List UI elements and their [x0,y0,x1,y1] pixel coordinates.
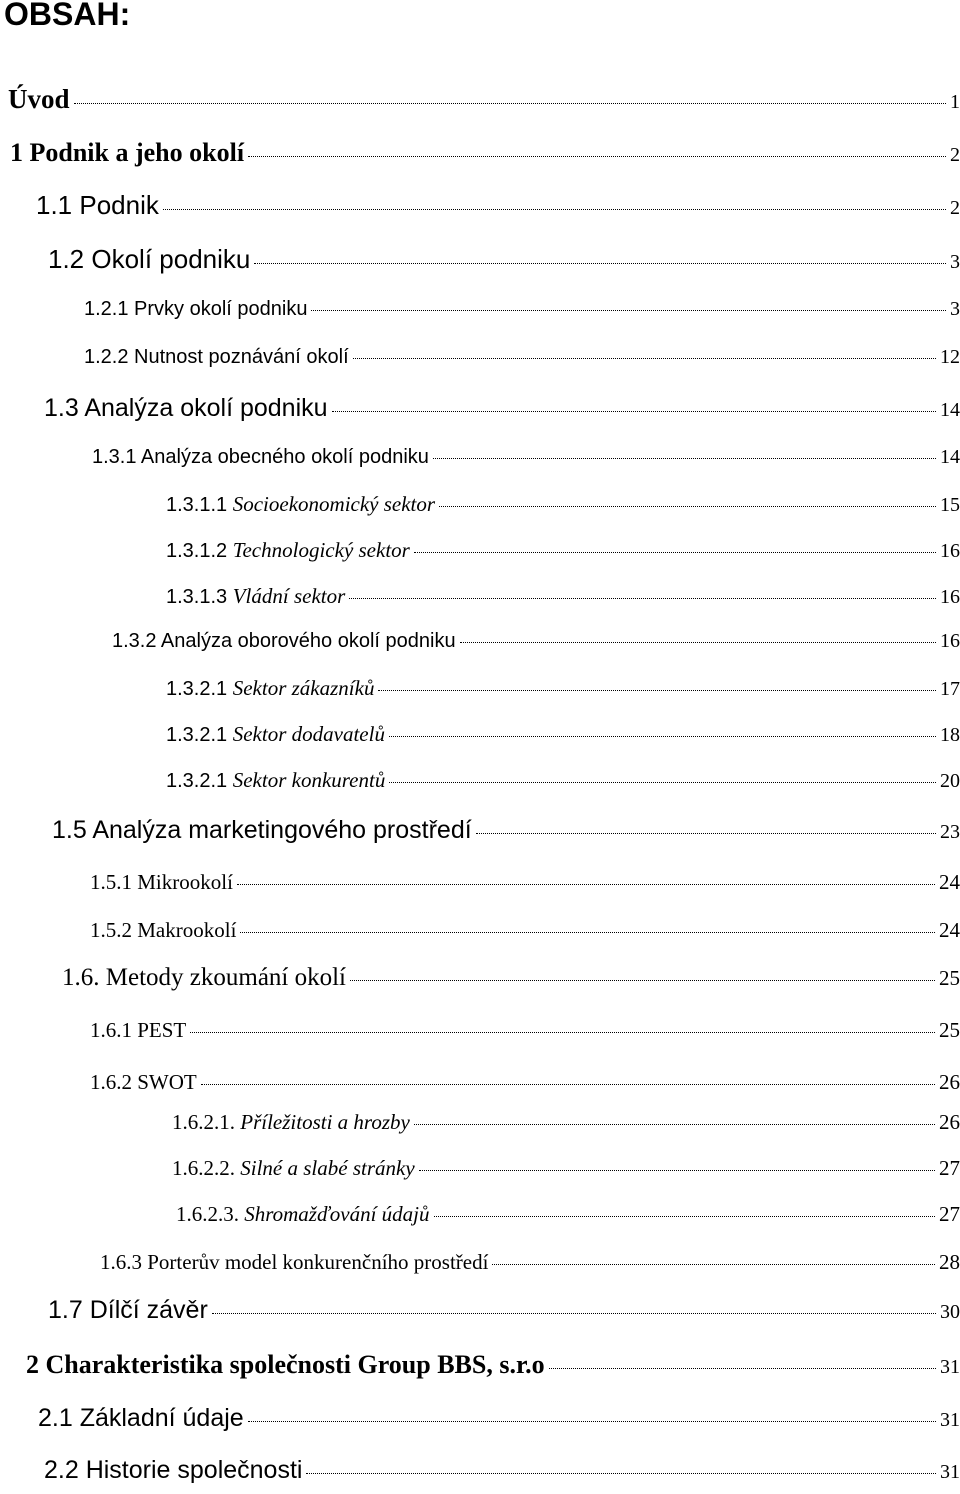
toc-leader [248,156,946,157]
toc-page-number: 27 [939,1202,960,1226]
toc-entry-1-3[interactable] [44,394,960,423]
toc-entry-number: 1.3.2.1 [166,678,228,700]
toc-entry-1-2[interactable] [48,244,960,275]
toc-leader [389,782,936,783]
toc-leader [306,1473,936,1474]
toc-entry-1-6-2-1[interactable] [172,1110,960,1135]
toc-page-number: 18 [940,724,960,746]
toc-leader [378,690,936,691]
toc-page-number: 16 [940,586,960,608]
toc-leader [349,598,936,599]
toc-entry-number: 1.6.2.2. [172,1156,235,1180]
toc-entry-1-3-1[interactable] [92,446,960,469]
toc-entry-title [176,1202,430,1227]
toc-entry-title: 2.1 Základní údaje [38,1404,244,1432]
toc-leader [419,1170,935,1171]
toc-entry-title: 1.3.2 Analýza oborového okolí podniku [112,630,456,652]
toc-entry-1-3-2-1-customers[interactable] [166,676,960,701]
toc-entry-1-3-1-2[interactable] [166,538,960,563]
toc-entry-1-3-2-1-suppliers[interactable] [166,722,960,747]
toc-leader [549,1368,936,1369]
toc-entry-2[interactable] [26,1350,960,1380]
toc-entry-number: 1.3.2.1 [166,724,228,746]
toc-page-number: 3 [950,251,960,273]
toc-leader [212,1313,936,1314]
toc-entry-1-6[interactable] [62,964,960,992]
toc-entry-1-2-1[interactable] [84,298,960,321]
toc-entry-1-6-1[interactable] [90,1018,960,1043]
toc-entry-title: 1.1 Podnik [36,190,159,220]
toc-entry-italic-title: Sektor zákazníků [232,676,375,700]
toc-page-number: 1 [950,91,960,113]
toc-leader [240,932,935,933]
toc-leader [389,736,936,737]
toc-entry-1-1[interactable] [36,190,960,221]
toc-leader [439,506,936,507]
toc-entry-2-2[interactable] [44,1456,960,1485]
toc-leader [237,884,935,885]
toc-page-number: 2 [950,197,960,219]
toc-leader [163,209,946,210]
toc-page-number: 20 [940,770,960,792]
toc-entry-1-3-2[interactable] [112,630,960,653]
toc-leader [353,358,936,359]
toc-leader [201,1084,935,1085]
toc-entry-title: 1.2 Okolí podniku [48,244,251,274]
toc-entry-1[interactable] [10,138,960,168]
toc-entry-italic-title: Silné a slabé stránky [240,1156,415,1180]
toc-page-number: 24 [939,870,960,894]
toc-entry-title [166,676,374,701]
toc-entry-2-1[interactable] [38,1404,960,1433]
toc-entry-1-3-1-3[interactable] [166,584,960,609]
toc-entry-title: 1.6.2 SWOT [90,1070,197,1094]
toc-entry-number: 1.6.2.1. [172,1110,235,1134]
toc-page-number: 16 [940,540,960,562]
toc-entry-1-3-1-1[interactable] [166,492,960,517]
toc-entry-title: 1.3 Analýza okolí podniku [44,394,328,422]
toc-page-number: 31 [940,1356,960,1378]
toc-leader [434,1216,936,1217]
toc-entry-italic-title: Technologický sektor [232,538,410,562]
toc-leader [254,263,946,264]
toc-leader [476,833,936,834]
toc-entry-italic-title: Sektor konkurentů [232,768,386,792]
toc-entry-title: 1.6.3 Porterův model konkurenčního prostředí [100,1250,489,1274]
toc-entry-number: 1.3.2.1 [166,770,228,792]
toc-leader [311,310,946,311]
toc-page-number: 30 [940,1301,960,1323]
toc-entry-title: 1.5 Analýza marketingového prostředí [52,816,472,844]
toc-page-number: 28 [939,1250,960,1274]
toc-page-number: 25 [939,966,960,990]
toc-page-number: 27 [939,1156,960,1180]
toc-entry-1-5-1[interactable] [90,870,960,895]
toc-leader [248,1421,936,1422]
toc-entry-title [172,1156,415,1181]
toc-leader [414,552,936,553]
toc-entry-title: 1.3.1 Analýza obecného okolí podniku [92,446,429,468]
toc-entry-title [172,1110,410,1135]
toc-entry-1-5-2[interactable] [90,918,960,943]
toc-entry-title: 1.2.2 Nutnost poznávání okolí [84,346,349,368]
toc-page-number: 2 [950,144,960,166]
toc-entry-title [166,722,385,747]
toc-page-number: 31 [940,1409,960,1431]
toc-entry-title: 1.5.2 Makrookolí [90,918,237,942]
toc-page-number: 15 [940,494,960,516]
toc-entry-title [166,768,385,793]
toc-entry-1-2-2[interactable] [84,346,960,369]
toc-entry-title: 1.5.1 Mikrookolí [90,870,233,894]
toc-entry-title [166,584,345,609]
toc-leader [460,642,936,643]
toc-page-number: 31 [940,1461,960,1483]
toc-page-number: 16 [940,630,960,652]
toc-leader [332,411,936,412]
toc-entry-italic-title: Sektor dodavatelů [232,722,385,746]
toc-entry-italic-title: Socioekonomický sektor [232,492,436,516]
toc-entry-title: 1.7 Dílčí závěr [48,1296,208,1324]
toc-entry-italic-title: Vládní sektor [232,584,346,608]
toc-page-number: 26 [939,1070,960,1094]
toc-page-number: 14 [940,446,960,468]
toc-entry-title: 1.2.1 Prvky okolí podniku [84,298,308,320]
toc-page-number: 24 [939,918,960,942]
toc-entry-1-6-2-3[interactable] [176,1202,960,1227]
toc-entry-title: Úvod [8,84,70,114]
toc-page-number: 26 [939,1110,960,1134]
toc-leader [433,458,936,459]
toc-entry-1-6-2-2[interactable] [172,1156,960,1181]
page-title: OBSAH: [4,0,131,32]
toc-leader [492,1264,935,1265]
toc-leader [350,980,935,981]
toc-entry-number: 1.3.1.1 [166,494,228,516]
toc-leader [74,103,946,104]
toc-entry-number: 1.6.2.3. [176,1202,239,1226]
toc-entry-uvod[interactable] [8,84,960,115]
toc-entry-1-5[interactable] [52,816,960,845]
toc-entry-1-6-2[interactable] [90,1070,960,1095]
toc-leader [414,1124,935,1125]
toc-entry-1-6-3[interactable] [100,1250,960,1275]
toc-entry-number: 1.3.1.3 [166,586,228,608]
toc-entry-title [166,538,410,563]
toc-entry-number: 1.3.1.2 [166,540,228,562]
toc-entry-italic-title: Příležitosti a hrozby [240,1110,410,1134]
toc-entry-title: 1 Podnik a jeho okolí [10,138,245,167]
toc-leader [190,1032,935,1033]
toc-entry-italic-title: Shromažďování údajů [244,1202,430,1226]
toc-entry-title: 2.2 Historie společnosti [44,1456,303,1484]
toc-entry-title: 2 Charakteristika společnosti Group BBS, s.r.o [26,1350,545,1379]
toc-entry-1-3-2-1-competitors[interactable] [166,768,960,793]
toc-page-number: 14 [940,399,960,421]
toc-entry-title [166,492,435,517]
toc-entry-1-7[interactable] [48,1296,960,1325]
toc-page-number: 12 [940,346,960,368]
toc-entry-title: 1.6. Metody zkoumání okolí [62,964,346,991]
toc-entry-title: 1.6.1 PEST [90,1018,187,1042]
toc-page-number: 17 [940,678,960,700]
toc-page-number: 23 [940,821,960,843]
toc-page-number: 3 [950,298,960,320]
toc-page-number: 25 [939,1018,960,1042]
